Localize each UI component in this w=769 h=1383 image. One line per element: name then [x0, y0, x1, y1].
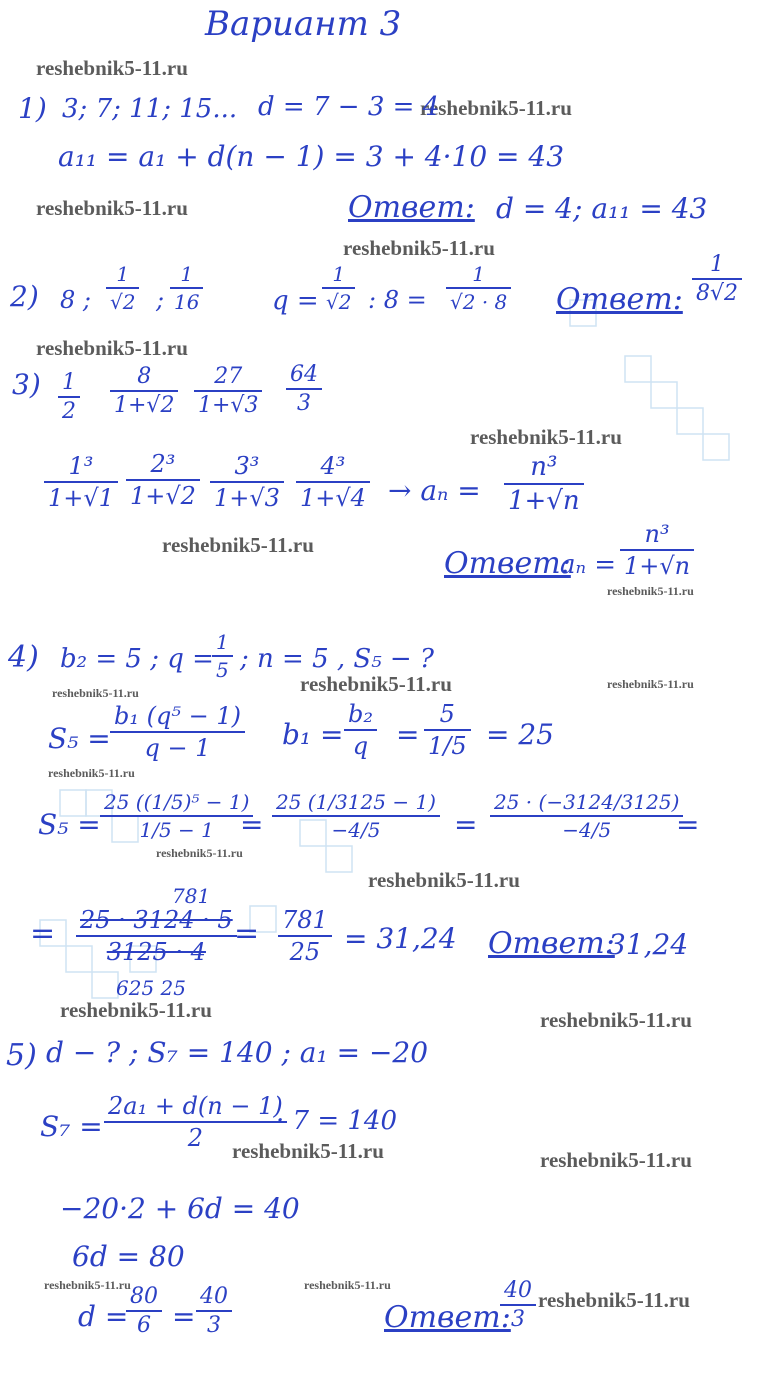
- fraction-denominator: 1/5 − 1: [139, 818, 214, 842]
- task-5-answer: [500, 1278, 536, 1332]
- fraction-denominator: 3: [207, 1313, 221, 1338]
- task-1-number: 1): [18, 92, 47, 125]
- fraction-numerator: 2a₁ + d(n − 1): [108, 1092, 283, 1120]
- fraction-denominator: 1+√1: [48, 484, 114, 512]
- fraction-numerator: 25 · 3124 · 5: [80, 906, 233, 934]
- fraction-numerator: 781: [282, 906, 328, 934]
- task-4-number: 4): [8, 640, 39, 675]
- task-4-line2-equals: =: [676, 808, 700, 841]
- task-5-s7-label: S₇ =: [40, 1110, 103, 1143]
- watermark: reshebnik5-11.ru: [540, 1148, 692, 1172]
- fraction-denominator: 1+√3: [198, 393, 259, 418]
- task-2-term-1: 8 ;: [60, 286, 91, 314]
- task-3-row2-term-4: [296, 452, 370, 512]
- watermark: reshebnik5-11.ru: [232, 1139, 384, 1163]
- task-1-answer-label: Ответ:: [348, 190, 475, 225]
- fraction-denominator: −4/5: [562, 818, 612, 842]
- task-2-q-label: q =: [272, 286, 319, 316]
- task-4-answer-label: Ответ:: [488, 926, 615, 961]
- fraction-denominator: √2: [110, 290, 136, 314]
- task-4-line2-fraction-3: [490, 790, 683, 842]
- fraction-denominator: √2 · 8: [450, 290, 508, 314]
- task-4-line2-equals: =: [454, 808, 478, 841]
- task-1-answer: d = 4; a₁₁ = 43: [496, 192, 708, 225]
- fraction-denominator: 3: [511, 1307, 525, 1332]
- task-4-line2-fraction-1: [100, 790, 253, 842]
- task-2-separator: ;: [156, 286, 165, 314]
- task-3-row2-term-1: [44, 452, 118, 512]
- fraction-numerator: 40: [200, 1284, 228, 1309]
- fraction-denominator: 1+√n: [508, 486, 580, 516]
- fraction-numerator: 1: [472, 262, 485, 286]
- task-4-s5-label: S₅ =: [48, 722, 111, 755]
- task-3-number: 3): [12, 368, 41, 401]
- task-4-line3-result: = 31,24: [344, 922, 457, 955]
- watermark: reshebnik5-11.ru: [48, 766, 135, 780]
- fraction-numerator: 25 (1/3125 − 1): [276, 790, 436, 814]
- task-5-step-2: 6d = 80: [72, 1240, 185, 1273]
- watermark: reshebnik5-11.ru: [36, 196, 188, 220]
- fraction-numerator: b₁ (q⁵ − 1): [114, 702, 241, 730]
- task-3-row2-term-2: [126, 450, 200, 510]
- fraction-denominator: q − 1: [144, 734, 211, 762]
- task-3-arrow: → aₙ =: [388, 474, 481, 507]
- task-2-answer-label: Ответ:: [556, 282, 683, 317]
- fraction-numerator: 5: [439, 700, 455, 728]
- fraction-denominator: 1+√2: [130, 482, 196, 510]
- fraction-denominator: 25: [289, 938, 321, 966]
- task-3-answer-an: aₙ =: [560, 550, 617, 580]
- task-3-answer: [620, 520, 694, 580]
- watermark: reshebnik5-11.ru: [420, 96, 572, 120]
- task-4-b1-fraction: [344, 700, 377, 760]
- watermark: reshebnik5-11.ru: [368, 868, 520, 892]
- task-4-line2-label: S₅ =: [38, 808, 101, 841]
- task-4-s5-formula: [110, 702, 245, 762]
- watermark: reshebnik5-11.ru: [60, 998, 212, 1022]
- task-4-given-2: ; n = 5 , S₅ − ?: [240, 644, 434, 674]
- task-4-b1-result: = 25: [486, 718, 554, 751]
- fraction-numerator: 80: [130, 1284, 158, 1309]
- fraction-numerator: 64: [290, 362, 318, 387]
- task-2-q-fraction: [322, 262, 355, 314]
- fraction-numerator: 1³: [68, 452, 94, 480]
- fraction-denominator: 6: [137, 1313, 151, 1338]
- fraction-numerator: 1: [180, 262, 194, 286]
- watermark: reshebnik5-11.ru: [300, 672, 452, 696]
- task-3-row1-term-1: [58, 370, 80, 424]
- task-4-line3-fraction-1: [76, 906, 237, 966]
- task-4-q-fraction: [212, 630, 233, 682]
- fraction-numerator: n³: [644, 520, 670, 548]
- task-4-b1-label: b₁ =: [282, 718, 344, 751]
- task-1-sequence: 3; 7; 11; 15...: [62, 94, 238, 124]
- task-5-given: d − ? ; S₇ = 140 ; a₁ = −20: [46, 1036, 429, 1069]
- fraction-numerator: 2³: [150, 450, 176, 478]
- task-4-cancel-top: 781: [172, 884, 211, 908]
- task-4-line3-fraction-2: [278, 906, 332, 966]
- task-4-line2-fraction-2: [272, 790, 440, 842]
- fraction-numerator: 1: [332, 262, 346, 286]
- watermark: reshebnik5-11.ru: [343, 236, 495, 260]
- task-4-cancel-bottom: 625 25: [116, 976, 186, 1000]
- task-2-term-3: [170, 262, 203, 314]
- watermark: reshebnik5-11.ru: [538, 1288, 690, 1312]
- fraction-numerator: 3³: [234, 452, 260, 480]
- task-5-s7-formula: [104, 1092, 287, 1152]
- watermark: reshebnik5-11.ru: [36, 336, 188, 360]
- fraction-denominator: q: [352, 732, 369, 760]
- task-2-q-division: : 8 =: [368, 286, 427, 314]
- task-5-d-fraction-2: [196, 1284, 232, 1338]
- task-5-d-fraction-1: [126, 1284, 162, 1338]
- task-2-answer: [692, 252, 742, 306]
- watermark: reshebnik5-11.ru: [52, 686, 139, 700]
- fraction-numerator: b₂: [348, 700, 373, 728]
- fraction-denominator: 1+√3: [214, 484, 280, 512]
- watermark: reshebnik5-11.ru: [470, 425, 622, 449]
- fraction-numerator: 1: [216, 630, 229, 654]
- task-5-d-label: d =: [78, 1300, 129, 1333]
- task-5-d-equals: =: [172, 1300, 196, 1333]
- task-4-b1-equals: =: [396, 718, 420, 751]
- fraction-numerator: 4³: [320, 452, 346, 480]
- fraction-denominator: 1/5: [428, 732, 467, 760]
- task-5-step-1: −20·2 + 6d = 40: [60, 1192, 300, 1225]
- task-3-answer-label: Ответ:: [444, 546, 571, 581]
- fraction-denominator: −4/5: [331, 818, 381, 842]
- fraction-numerator: 8: [137, 364, 152, 389]
- fraction-denominator: 2: [62, 399, 76, 424]
- fraction-denominator: 1+√2: [114, 393, 175, 418]
- fraction-denominator: 3125 · 4: [106, 938, 206, 966]
- fraction-denominator: 2: [187, 1124, 204, 1152]
- task-4-line3-equals: =: [234, 916, 260, 951]
- watermark: reshebnik5-11.ru: [540, 1008, 692, 1032]
- task-2-term-2: [106, 262, 139, 314]
- fraction-numerator: 25 ((1/5)⁵ − 1): [104, 790, 250, 814]
- watermark: reshebnik5-11.ru: [156, 846, 243, 860]
- task-3-row1-term-4: [286, 362, 322, 416]
- page-title: Вариант 3: [205, 4, 402, 44]
- task-5-number: 5): [6, 1038, 37, 1073]
- task-4-line3-prefix: =: [30, 916, 56, 951]
- fraction-denominator: 1+√n: [624, 552, 691, 580]
- task-2-number: 2): [10, 280, 39, 313]
- task-5-s7-tail: · 7 = 140: [276, 1106, 398, 1136]
- task-3-row1-term-3: [194, 364, 262, 418]
- task-3-row1-term-2: [110, 364, 178, 418]
- watermark: reshebnik5-11.ru: [44, 1278, 131, 1292]
- fraction-denominator: √2: [326, 290, 352, 314]
- fraction-numerator: 1: [116, 262, 130, 286]
- fraction-denominator: 1+√4: [300, 484, 366, 512]
- task-3-general-term: [504, 452, 584, 516]
- fraction-numerator: 27: [214, 364, 243, 389]
- fraction-numerator: 40: [504, 1278, 532, 1303]
- fraction-denominator: 16: [174, 290, 200, 314]
- task-5-answer-label: Ответ:: [384, 1300, 511, 1335]
- fraction-denominator: 8√2: [696, 281, 739, 306]
- task-4-answer: 31,24: [608, 928, 689, 961]
- fraction-numerator: 1: [710, 252, 724, 277]
- task-1-formula: a₁₁ = a₁ + d(n − 1) = 3 + 4·10 = 43: [58, 140, 565, 173]
- fraction-numerator: 25 · (−3124/3125): [494, 790, 680, 814]
- watermark: reshebnik5-11.ru: [162, 533, 314, 557]
- task-3-row2-term-3: [210, 452, 284, 512]
- task-2-q-result: [446, 262, 511, 314]
- watermark: reshebnik5-11.ru: [36, 56, 188, 80]
- fraction-numerator: 1: [62, 370, 76, 395]
- task-1-difference: d = 7 − 3 = 4: [258, 92, 440, 122]
- watermark: reshebnik5-11.ru: [304, 1278, 391, 1292]
- fraction-denominator: 5: [216, 658, 229, 682]
- watermark: reshebnik5-11.ru: [607, 584, 694, 598]
- fraction-numerator: n³: [530, 452, 558, 482]
- task-4-line2-equals: =: [240, 808, 264, 841]
- task-4-b1-value: [424, 700, 471, 760]
- fraction-denominator: 3: [297, 391, 311, 416]
- watermark: reshebnik5-11.ru: [607, 677, 694, 691]
- task-4-given: b₂ = 5 ; q =: [60, 644, 214, 674]
